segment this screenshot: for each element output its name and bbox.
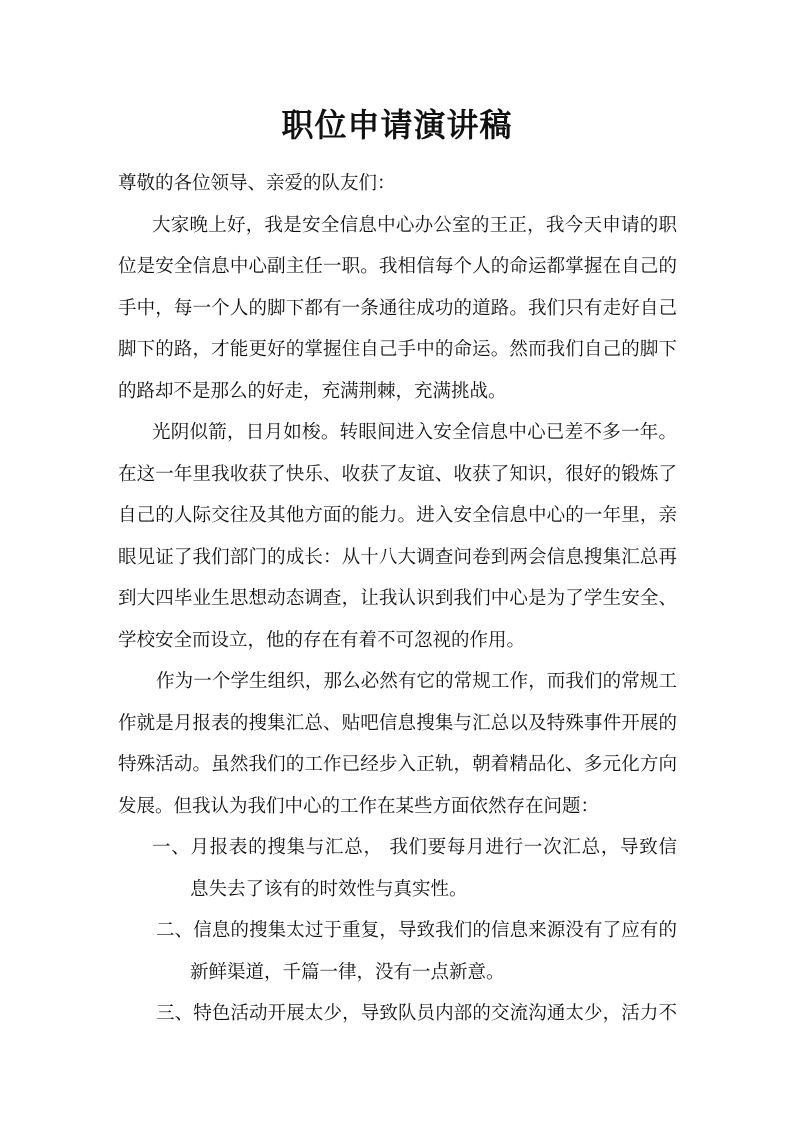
- list-item-line: 新鲜渠道，千篇一律，没有一点新意。: [190, 961, 505, 983]
- list-item-line: 一、月报表的搜集与汇总， 我们要每月进行一次汇总，导致信: [152, 837, 677, 858]
- paragraph-line: 位是安全信息中心副主任一职。我相信每个人的命运都掌握在自己的: [118, 256, 677, 277]
- paragraph-line: 在这一年里我收获了快乐、收获了友谊、收获了知识，很好的锻炼了: [118, 463, 677, 485]
- list-item-line: 二、信息的搜集太过于重复，导致我们的信息来源没有了应有的: [156, 920, 677, 941]
- paragraph-line: 的路却不是那么的好走，充满荆棘，充满挑战。: [118, 380, 507, 402]
- paragraph-line: 特殊活动。虽然我们的工作已经步入正轨，朝着精品化、多元化方向: [118, 754, 677, 775]
- paragraph-line: 作为一个学生组织，那么必然有它的常规工作，而我们的常规工: [156, 671, 677, 692]
- paragraph-line: 学校安全而设立，他的存在有着不可忽视的作用。: [118, 629, 526, 651]
- paragraph-line: 大家晚上好，我是安全信息中心办公室的王正，我今天申请的职: [152, 214, 677, 236]
- salutation: 尊敬的各位领导、亲爱的队友们：: [118, 173, 396, 194]
- paragraph-line: 到大四毕业生思想动态调查，让我认识到我们中心是为了学生安全、: [118, 588, 677, 609]
- document-title: 职位申请演讲稿: [281, 106, 513, 144]
- paragraph-line: 眼见证了我们部门的成长：从十八大调查问卷到两会信息搜集汇总再: [118, 546, 677, 568]
- list-item-line: 息失去了该有的时效性与真实性。: [190, 878, 468, 900]
- paragraph-line: 手中，每一个人的脚下都有一条通往成功的道路。我们只有走好自己: [118, 297, 677, 319]
- paragraph-line: 光阴似箭，日月如梭。转眼间进入安全信息中心已差不多一年。: [152, 422, 677, 443]
- list-item-line: 三、特色活动开展太少，导致队员内部的交流沟通太少，活力不: [156, 1003, 677, 1024]
- paragraph-line: 发展。但我认为我们中心的工作在某些方面依然存在问题：: [118, 795, 600, 817]
- paragraph-line: 自己的人际交往及其他方面的能力。进入安全信息中心的一年里，亲: [118, 505, 677, 526]
- paragraph-line: 脚下的路，才能更好的掌握住自己手中的命运。然而我们自己的脚下: [118, 339, 677, 360]
- paragraph-line: 作就是月报表的搜集汇总、贴吧信息搜集与汇总以及特殊事件开展的: [118, 712, 677, 734]
